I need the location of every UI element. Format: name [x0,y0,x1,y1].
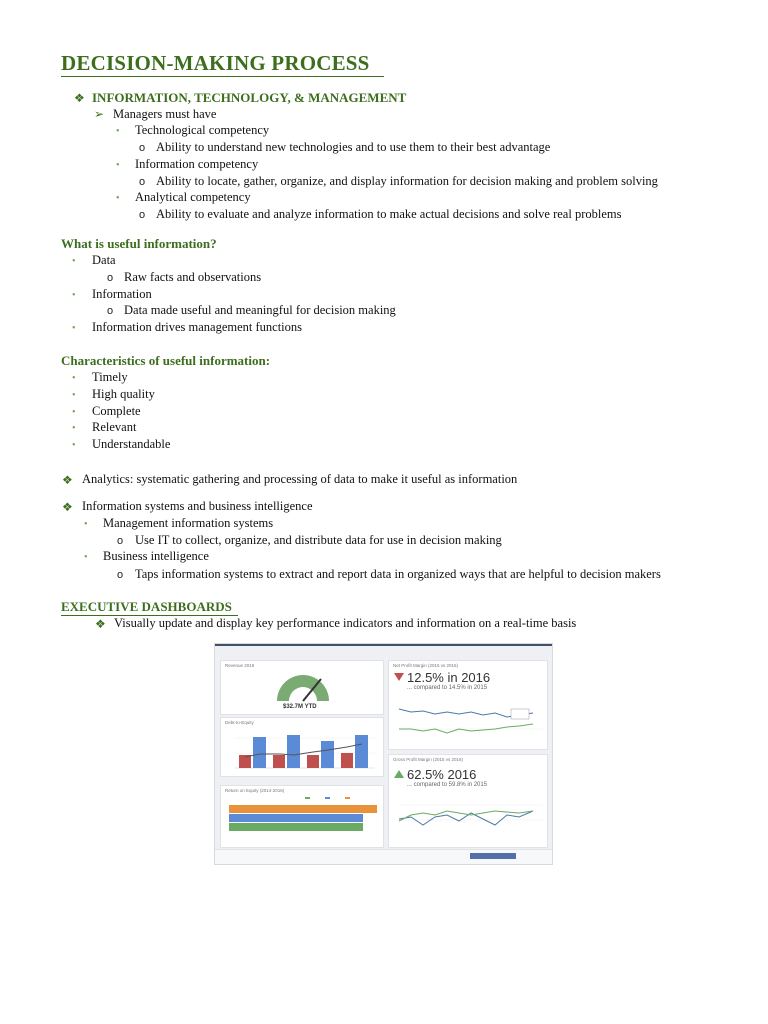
circle-bullet-icon: o [139,176,146,188]
circle-bullet-icon: o [117,535,124,547]
net-profit-line-chart [393,699,545,749]
legend-swatch [325,797,330,799]
bullet-icon: • [72,423,76,434]
legend-swatch [305,797,310,799]
debt-equity-title: Debt-to-Equity [225,720,254,725]
competency-detail: Ability to understand new technologies and to use them to their best advantage [156,140,551,154]
bi-detail: Taps information systems to extract and report data in organized ways that are helpful to decision makers [135,567,661,581]
characteristics-heading: Characteristics of useful information: [61,353,271,368]
gauge-arc [277,675,329,701]
bullet-icon: • [72,256,76,267]
dashboards-bullet: Visually update and display key performance indicators and information on a real-time basis [114,616,577,630]
line-2015 [399,811,533,825]
revenue-gauge [273,671,333,703]
analytics-definition: Analytics: systematic gathering and processing of data to make it useful as information [82,472,518,486]
information-label: Information [92,287,152,301]
gross-profit-line-chart [393,795,545,845]
bar-debt [341,753,353,768]
bar-debt [273,755,285,768]
information-detail: Data made useful and meaningful for decision making [124,303,396,317]
mis-label: Management information systems [103,516,274,530]
information-drives: Information drives management functions [92,320,303,334]
bar-equity [355,735,368,768]
net-profit-panel [388,660,548,750]
up-triangle-icon [394,770,404,779]
bullet-icon: • [72,440,76,451]
managers-must-have: Managers must have [113,107,217,121]
bar-debt [307,755,319,768]
diamond-bullet-icon: ❖ [62,473,73,487]
dashboard-top-bar [215,644,552,646]
net-profit-compare: ... compared to 14.5% in 2015 [407,685,488,691]
data-detail: Raw facts and observations [124,270,262,284]
bullet-icon: • [72,373,76,384]
circle-bullet-icon: o [117,569,124,581]
characteristic-item: Timely [92,370,128,384]
roe-chart [225,796,381,846]
revenue-title: Revenue 2016 [225,663,255,668]
circle-bullet-icon: o [107,305,114,317]
mis-detail: Use IT to collect, organize, and distribute data for use in decision making [135,533,502,547]
bar-equity [321,741,334,768]
competency-label: Technological competency [135,123,270,137]
gross-profit-value: 62.5% 2016 [407,767,477,782]
bullet-icon: • [72,407,76,418]
dashboard-footer [215,849,552,864]
competency-label: Analytical competency [135,190,251,204]
return-on-equity-panel [220,785,384,848]
infosys-heading: Information systems and business intelligence [82,499,313,513]
title-underline [61,76,384,77]
line-2016 [399,724,533,733]
competency-detail: Ability to evaluate and analyze information to make actual decisions and solve real problems [156,207,622,221]
diamond-bullet-icon: ❖ [95,617,106,631]
roe-title: Return on Equity (2014-2016) [225,788,285,793]
roe-bar-2016 [229,823,363,831]
bar-equity [287,735,300,768]
characteristic-item: Relevant [92,420,137,434]
net-profit-value: 12.5% in 2016 [407,670,491,685]
bar-equity [253,737,266,768]
characteristic-item: Understandable [92,437,171,451]
net-profit-title: Net Profit Margin (2015 vs 2016) [393,663,459,668]
circle-bullet-icon: o [107,272,114,284]
footer-button [470,853,516,859]
characteristic-item: Complete [92,404,141,418]
gross-profit-compare: ... compared to 59.8% in 2015 [407,782,488,788]
section-heading-it-management: INFORMATION, TECHNOLOGY, & MANAGEMENT [92,90,407,105]
data-label: Data [92,253,116,267]
debt-equity-chart [225,728,381,776]
circle-bullet-icon: o [139,209,146,221]
debt-equity-panel [220,717,384,777]
diamond-bullet-icon: ❖ [62,500,73,514]
gauge-value: $32.7M YTD [283,704,317,710]
bullet-icon: • [84,519,88,530]
circle-bullet-icon: o [139,142,146,154]
bi-label: Business intelligence [103,549,209,563]
bullet-icon: • [72,390,76,401]
characteristic-item: High quality [92,387,155,401]
arrow-bullet-icon: ➢ [94,107,105,121]
gross-profit-panel [388,754,548,848]
bullet-icon: • [72,290,76,301]
roe-bar-2015 [229,814,363,822]
down-triangle-icon [394,673,404,682]
bullet-icon: • [84,552,88,563]
page-title: DECISION-MAKING PROCESS [61,51,370,75]
revenue-panel [220,660,384,715]
gross-profit-title: Gross Profit Margin (2015 vs 2016) [393,757,464,762]
tooltip-box [511,709,529,719]
competency-label: Information competency [135,157,259,171]
bullet-icon: • [116,193,120,204]
bullet-icon: • [116,160,120,171]
legend-swatch [345,797,350,799]
diamond-bullet-icon: ❖ [74,91,85,105]
competency-detail: Ability to locate, gather, organize, and display information for decision making and problem solving [156,174,658,188]
useful-information-heading: What is useful information? [61,236,217,251]
executive-dashboards-heading: EXECUTIVE DASHBOARDS [61,599,232,614]
bullet-icon: • [116,126,120,137]
roe-bar-2014 [229,805,377,813]
bullet-icon: • [72,323,76,334]
dashboard-image [214,643,553,865]
